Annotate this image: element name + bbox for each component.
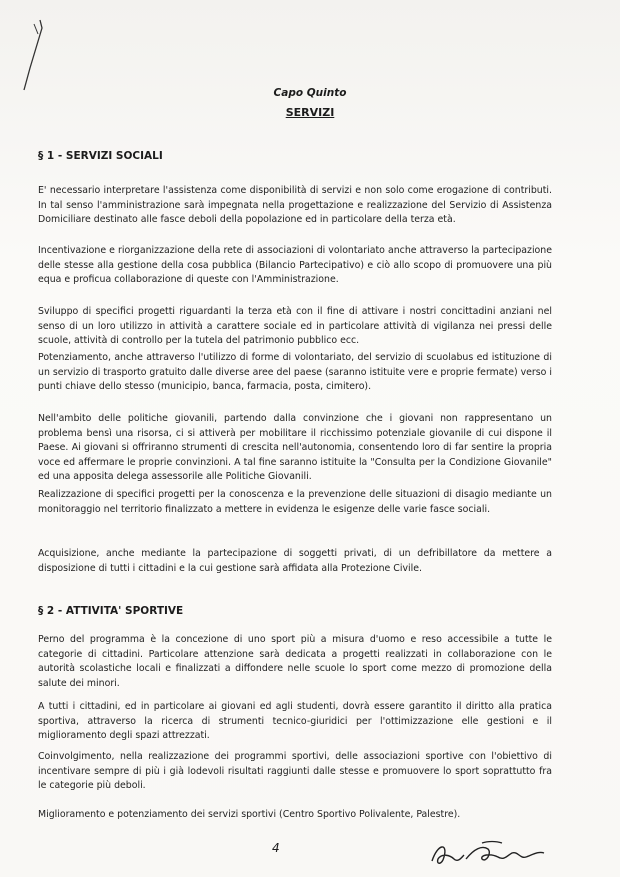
paragraph: Acquisizione, anche mediante la partecipazione di soggetti privati, di un defribillatore da mettere a disposizione di tutti i cittadini e la cui gestione sarà affidata alla Protezione Civile.	[38, 548, 552, 574]
page-number: 4	[272, 841, 280, 855]
paragraph: Nell'ambito delle politiche giovanili, partendo dalla convinzione che i giovani non rappresentano un problema bensì una risorsa, ci si attiverà per mobilitare il ricchissimo potenziale giovanile di cui dispone il Paese. Ai giovani si offriranno strumenti di crescita nell'autonomia, consentendo loro di far sentire la propria voce ed affermare le proprie convinzioni. A tal fine saranno istituite la "Consulta per la Condizione Giovanile" ed una apposita delega assessorile alle Politiche Giovanili.	[38, 413, 552, 483]
chapter-heading: Capo Quinto	[273, 87, 347, 99]
paragraph: A tutti i cittadini, ed in particolare ai giovani ed agli studenti, dovrà essere garantito il diritto alla pratica sportiva, attraverso la ricerca di strumenti tecnico-giuridici per l'ottimizzazione elle gestioni e il miglioramento degli spazi attrezzati.	[38, 701, 552, 742]
paragraph: Realizzazione di specifici progetti per la conoscenza e la prevenzione delle situazioni di disagio mediante un monitoraggio nel territorio finalizzato a mettere in evidenza le esigenze delle varie fasce sociali.	[38, 489, 552, 515]
handwritten-signature	[428, 835, 548, 871]
paragraph: Perno del programma è la concezione di uno sport più a misura d'uomo e reso accessibile a tutte le categorie di cittadini. Particolare attenzione sarà dedicata a progetti realizzati in collaborazione con le autorità scolastiche locali e finalizzati a diffondere nelle scuole lo sport come mezzo di promozione della salute dei minori.	[38, 634, 552, 689]
paragraph: Sviluppo di specifici progetti riguardanti la terza età con il fine di attivare i nostri concittadini anziani nel senso di un loro utilizzo in attività a carattere sociale ed in particolare attività di vigilanza nei pressi delle scuole, attività di controllo per la tutela del patrimonio pubblico ecc.	[38, 306, 552, 347]
paragraph: Incentivazione e riorganizzazione della rete di associazioni di volontariato anche attraverso la partecipazione delle stesse alla gestione della cosa pubblica (Bilancio Partecipativo) e ciò allo scopo di promuovere una più equa e proficua collaborazione di queste con l'Amministrazione.	[38, 245, 552, 286]
paragraph: Potenziamento, anche attraverso l'utilizzo di forme di volontariato, del servizio di scuolabus ed istituzione di un servizio di trasporto gratuito dalle diverse aree del paese (saranno istituite vere e proprie fermate) verso i punti chiave dello stesso (municipio, banca, farmacia, posta, cimitero).	[38, 352, 552, 393]
section-heading-attivita-sportive: § 2 - ATTIVITA' SPORTIVE	[38, 605, 184, 617]
page-title: SERVIZI	[285, 106, 335, 119]
paragraph: E' necessario interpretare l'assistenza come disponibilità di servizi e non solo come erogazione di contributi. In tal senso l'amministrazione sarà impegnata nella progettazione e realizzazione del Servizio di Assistenza Domiciliare destinato alle fasce deboli della popolazione ed in particolare della terza età.	[38, 185, 552, 226]
paragraph: Coinvolgimento, nella realizzazione dei programmi sportivi, delle associazioni sportive con l'obiettivo di incentivare sempre di più i già lodevoli risultati raggiunti dalle stesse e promuovere lo sport soprattutto fra le categorie più deboli.	[38, 751, 552, 792]
paragraph: Miglioramento e potenziamento dei servizi sportivi (Centro Sportivo Polivalente, Palestre).	[38, 809, 461, 820]
pen-mark-icon	[12, 18, 52, 93]
section-heading-servizi-sociali: § 1 - SERVIZI SOCIALI	[38, 150, 163, 162]
